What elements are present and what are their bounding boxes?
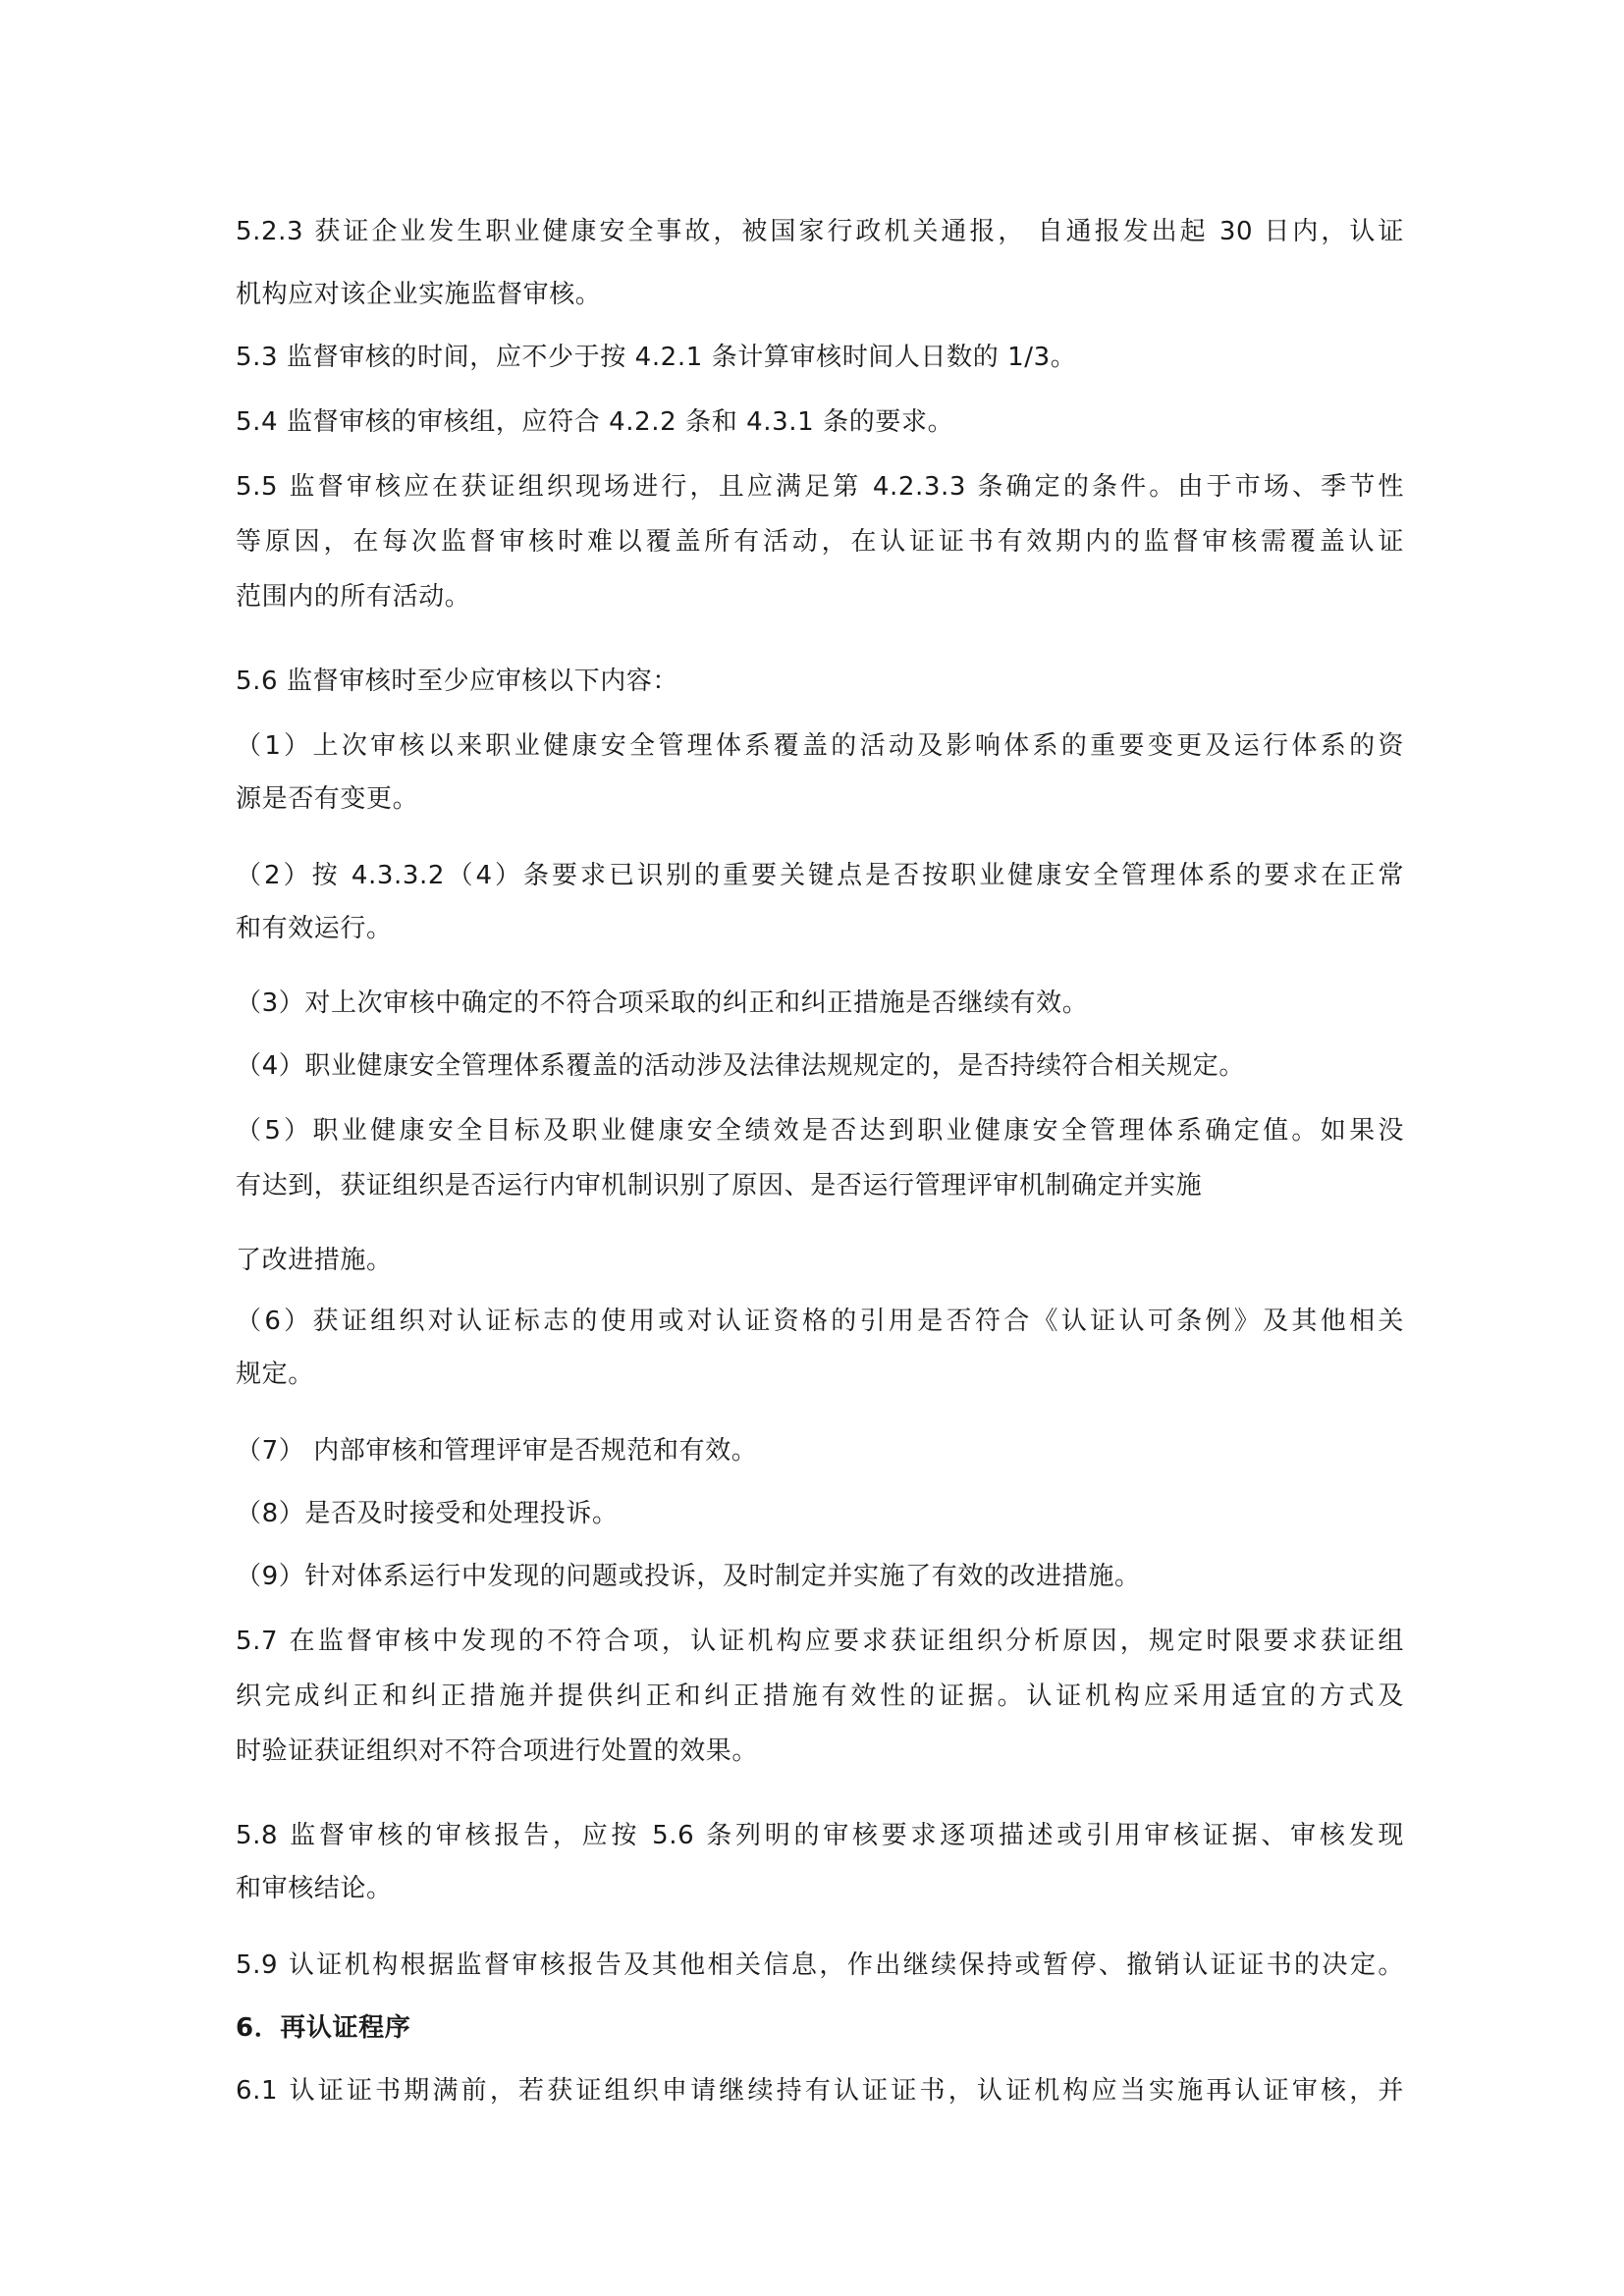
text-line: 和审核结论。 bbox=[236, 1874, 393, 1903]
text-line: 了改进措施。 bbox=[236, 1246, 393, 1275]
text-line: 5.4 监督审核的审核组，应符合 4.2.2 条和 4.3.1 条的要求。 bbox=[236, 407, 954, 437]
text-line: 6.1 认证证书期满前，若获证组织申请继续持有认证证书，认证机构应当实施再认证审核，并 bbox=[236, 2076, 1404, 2106]
section-heading: 6．再认证程序 bbox=[236, 2013, 411, 2043]
text-line: （8）是否及时接受和处理投诉。 bbox=[236, 1499, 619, 1528]
text-line: （7） 内部审核和管理评审是否规范和有效。 bbox=[236, 1436, 758, 1466]
text-line: 5.7 在监督审核中发现的不符合项，认证机构应要求获证组织分析原因，规定时限要求获证组 bbox=[236, 1627, 1404, 1656]
text-line: 机构应对该企业实施监督审核。 bbox=[236, 280, 602, 309]
text-line: 有达到，获证组织是否运行内审机制识别了原因、是否运行管理评审机制确定并实施 bbox=[236, 1171, 1203, 1201]
text-line: （6）获证组织对认证标志的使用或对认证资格的引用是否符合《认证认可条例》及其他相关 bbox=[236, 1307, 1404, 1336]
text-line: 源是否有变更。 bbox=[236, 784, 419, 814]
text-line: 织完成纠正和纠正措施并提供纠正和纠正措施有效性的证据。认证机构应采用适宜的方式及 bbox=[236, 1682, 1404, 1711]
text-line: （1）上次审核以来职业健康安全管理体系覆盖的活动及影响体系的重要变更及运行体系的资 bbox=[236, 731, 1404, 761]
text-line: 5.3 监督审核的时间，应不少于按 4.2.1 条计算审核时间人日数的 1/3。 bbox=[236, 343, 1077, 372]
text-line: （4）职业健康安全管理体系覆盖的活动涉及法律法规规定的，是否持续符合相关规定。 bbox=[236, 1051, 1245, 1081]
text-line: 5.6 监督审核时至少应审核以下内容： bbox=[236, 667, 679, 696]
text-line: 5.8 监督审核的审核报告，应按 5.6 条列明的审核要求逐项描述或引用审核证据、审核发现 bbox=[236, 1821, 1404, 1850]
text-line: 等原因，在每次监督审核时难以覆盖所有活动，在认证证书有效期内的监督审核需覆盖认证 bbox=[236, 527, 1404, 557]
text-line: （2）按 4.3.3.2（4）条要求已识别的重要关键点是否按职业健康安全管理体系的要求在正常 bbox=[236, 861, 1404, 890]
text-line: （9）针对体系运行中发现的问题或投诉，及时制定并实施了有效的改进措施。 bbox=[236, 1562, 1141, 1591]
text-line: 范围内的所有活动。 bbox=[236, 582, 471, 612]
text-line: 5.9 认证机构根据监督审核报告及其他相关信息，作出继续保持或暂停、撤销认证证书的决定。 bbox=[236, 1950, 1404, 1980]
text-line: 和有效运行。 bbox=[236, 914, 393, 943]
text-line: 5.5 监督审核应在获证组织现场进行，且应满足第 4.2.3.3 条确定的条件。由于市场、季节性 bbox=[236, 472, 1404, 502]
text-line: 时验证获证组织对不符合项进行处置的效果。 bbox=[236, 1736, 759, 1766]
text-line: 规定。 bbox=[236, 1360, 314, 1389]
text-line: 5.2.3 获证企业发生职业健康安全事故，被国家行政机关通报， 自通报发出起 30 日内，认证 bbox=[236, 217, 1404, 246]
text-line: （3）对上次审核中确定的不符合项采取的纠正和纠正措施是否继续有效。 bbox=[236, 988, 1089, 1018]
text-line: （5）职业健康安全目标及职业健康安全绩效是否达到职业健康安全管理体系确定值。如果没 bbox=[236, 1116, 1404, 1146]
